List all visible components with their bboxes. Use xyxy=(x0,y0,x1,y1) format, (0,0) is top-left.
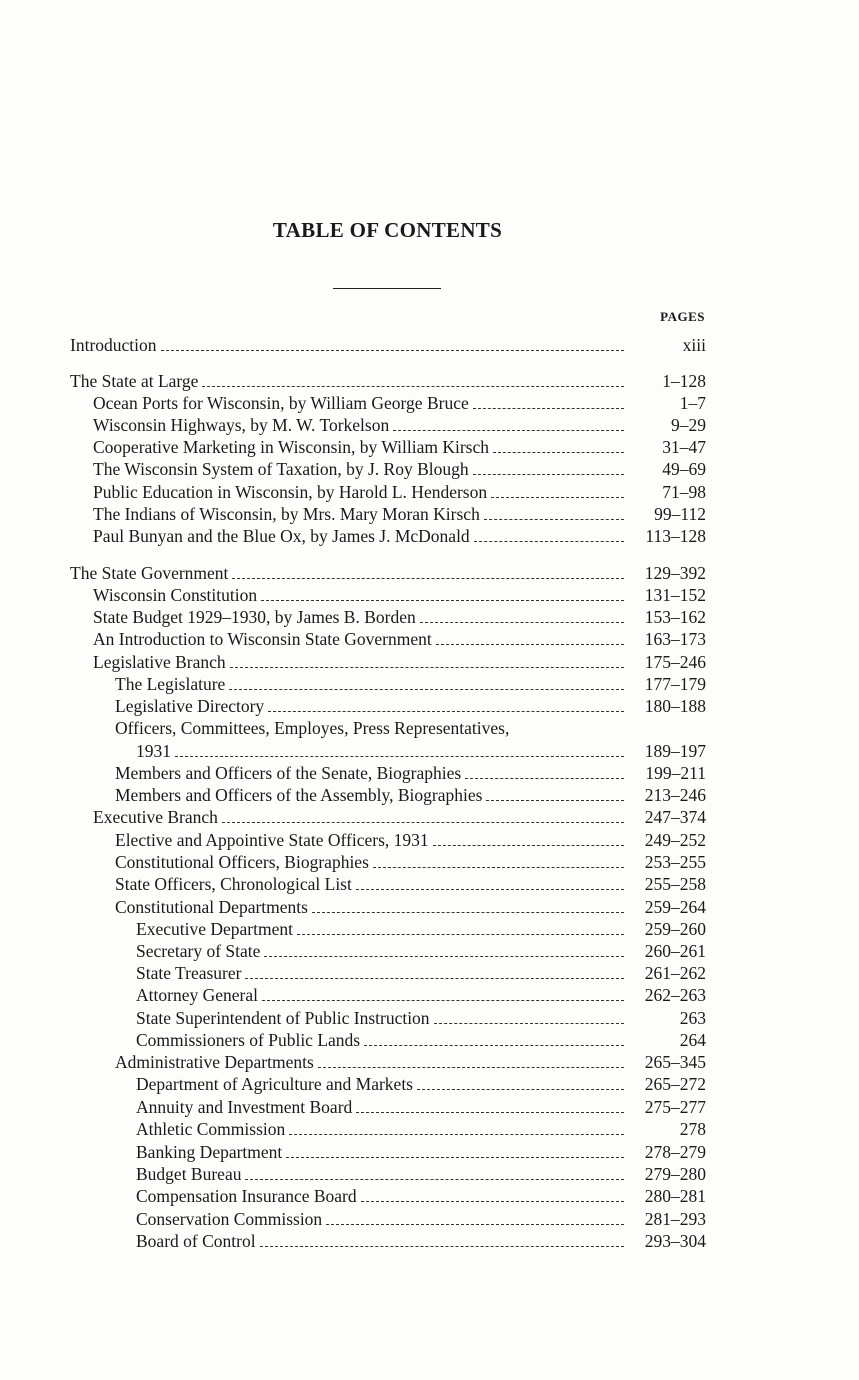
dot-leader xyxy=(473,474,624,475)
toc-entry-label: State Superintendent of Public Instruction xyxy=(136,1008,430,1028)
toc-entry-label: Introduction xyxy=(70,335,157,355)
dot-leader xyxy=(364,1045,624,1046)
toc-entry-label: The Legislature xyxy=(115,674,226,694)
toc-entry-label: Department of Agriculture and Markets xyxy=(136,1074,413,1094)
toc-entry xyxy=(0,806,859,828)
toc-entry-label: Officers, Committees, Employes, Press Representatives, xyxy=(115,718,510,738)
dot-leader xyxy=(245,1179,624,1180)
dot-leader xyxy=(486,800,624,801)
toc-entry-pages: 9–29 xyxy=(671,415,706,435)
toc-entry-label: An Introduction to Wisconsin State Government xyxy=(93,629,432,649)
toc-entry-label: The Indians of Wisconsin, by Mrs. Mary Moran Kirsch xyxy=(93,504,480,524)
toc-entry xyxy=(0,1073,859,1095)
dot-leader xyxy=(356,1112,624,1113)
toc-entry-label: Attorney General xyxy=(136,985,258,1005)
toc-entry-label: Board of Control xyxy=(136,1231,256,1251)
dot-leader xyxy=(373,867,624,868)
toc-entry-label: State Officers, Chronological List xyxy=(115,874,352,894)
toc-entry-pages: 275–277 xyxy=(644,1097,706,1117)
dot-leader xyxy=(433,845,624,846)
toc-entry-pages: 189–197 xyxy=(644,741,706,761)
toc-entry-pages: 278 xyxy=(679,1119,706,1139)
toc-entry-label: Administrative Departments xyxy=(115,1052,314,1072)
toc-entry xyxy=(0,1185,859,1207)
toc-entry-label: Banking Department xyxy=(136,1142,283,1162)
dot-leader xyxy=(474,541,624,542)
dot-leader xyxy=(286,1157,624,1158)
toc-entry xyxy=(0,334,859,356)
toc-entry xyxy=(0,940,859,962)
toc-entry-pages: 113–128 xyxy=(645,526,706,546)
dot-leader xyxy=(297,934,624,935)
toc-entry-label: Conservation Commission xyxy=(136,1209,323,1229)
toc-entry xyxy=(0,1051,859,1073)
toc-entry-pages: 175–246 xyxy=(644,652,706,672)
pages-column-header: PAGES xyxy=(660,309,705,324)
toc-entry-pages: 163–173 xyxy=(644,629,706,649)
toc-entry-pages: 261–262 xyxy=(644,963,706,983)
toc-entry xyxy=(0,984,859,1006)
toc-entry xyxy=(0,370,859,392)
toc-entry-pages: 260–261 xyxy=(644,941,706,961)
dot-leader xyxy=(232,578,624,579)
toc-entry-pages: 264 xyxy=(679,1030,706,1050)
toc-entry-label: Executive Branch xyxy=(93,807,218,827)
toc-entry-pages: 131–152 xyxy=(644,585,706,605)
toc-entry-pages: 259–260 xyxy=(644,919,706,939)
toc-entry-label: 1931 xyxy=(136,741,171,761)
toc-entry-label: The Wisconsin System of Taxation, by J. Roy Blough xyxy=(93,459,469,479)
toc-entry xyxy=(0,503,859,525)
toc-entry xyxy=(0,673,859,695)
toc-entry-label: Legislative Branch xyxy=(93,652,226,672)
toc-entry-pages: 249–252 xyxy=(644,830,706,850)
toc-entry-label: Members and Officers of the Assembly, Biographies xyxy=(115,785,483,805)
toc-entry xyxy=(0,762,859,784)
toc-entry-label: Public Education in Wisconsin, by Harold L. Henderson xyxy=(93,482,488,502)
toc-entry-label: Members and Officers of the Senate, Biographies xyxy=(115,763,462,783)
toc-entry xyxy=(0,1096,859,1118)
dot-leader xyxy=(417,1089,624,1090)
dot-leader xyxy=(175,756,624,757)
toc-entry xyxy=(0,1007,859,1029)
toc-entry-pages: 1–128 xyxy=(662,371,706,391)
toc-entry-label: Ocean Ports for Wisconsin, by William George Bruce xyxy=(93,393,469,413)
dot-leader xyxy=(361,1201,624,1202)
toc-entry-label: Elective and Appointive State Officers, 1931 xyxy=(115,830,429,850)
dot-leader xyxy=(230,667,624,668)
toc-entry xyxy=(0,628,859,650)
dot-leader xyxy=(493,452,624,453)
toc-entry xyxy=(0,784,859,806)
toc-entry xyxy=(0,651,859,673)
toc-entry-pages: 177–179 xyxy=(644,674,706,694)
dot-leader xyxy=(420,622,624,623)
toc-entry xyxy=(0,1118,859,1140)
toc-entry-label: Cooperative Marketing in Wisconsin, by William Kirsch xyxy=(93,437,490,457)
toc-entry-label: Compensation Insurance Board xyxy=(136,1186,357,1206)
toc-entry xyxy=(0,1141,859,1163)
toc-entry xyxy=(0,695,859,717)
toc-entry-pages: 265–272 xyxy=(644,1074,706,1094)
dot-leader xyxy=(326,1224,624,1225)
dot-leader xyxy=(229,689,624,690)
toc-entry xyxy=(0,740,859,762)
dot-leader xyxy=(393,430,624,431)
dot-leader xyxy=(473,408,624,409)
toc-entry-pages: 180–188 xyxy=(644,696,706,716)
page-title: TABLE OF CONTENTS xyxy=(272,218,503,242)
toc-entry xyxy=(0,606,859,628)
toc-entry-pages: 247–374 xyxy=(644,807,706,827)
toc-entry-pages: 281–293 xyxy=(644,1209,706,1229)
toc-entry-label: State Budget 1929–1930, by James B. Borden xyxy=(93,607,416,627)
toc-entry xyxy=(0,414,859,436)
toc-entry-label: Commissioners of Public Lands xyxy=(136,1030,361,1050)
toc-entry-pages: 213–246 xyxy=(644,785,706,805)
toc-entry-label: Wisconsin Highways, by M. W. Torkelson xyxy=(93,415,390,435)
toc-entry-pages: 99–112 xyxy=(654,504,706,524)
dot-leader xyxy=(289,1134,624,1135)
toc-entry-pages: 263 xyxy=(679,1008,706,1028)
toc-entry xyxy=(0,1029,859,1051)
toc-entry-label: Constitutional Officers, Biographies xyxy=(115,852,369,872)
toc-entry-pages: 279–280 xyxy=(644,1164,706,1184)
toc-entry-pages: 1–7 xyxy=(679,393,706,413)
toc-entry-pages: 255–258 xyxy=(644,874,706,894)
toc-entry-label: Annuity and Investment Board xyxy=(136,1097,353,1117)
toc-entry-pages: 31–47 xyxy=(662,437,706,457)
toc-entry-label: Constitutional Departments xyxy=(115,897,308,917)
toc-entry xyxy=(0,962,859,984)
toc-entry-pages: 153–162 xyxy=(644,607,706,627)
toc-entry-pages: 71–98 xyxy=(662,482,706,502)
toc-entry-label: The State Government xyxy=(70,563,229,583)
dot-leader xyxy=(318,1067,624,1068)
dot-leader xyxy=(491,497,624,498)
dot-leader xyxy=(161,350,624,351)
toc-entry-label: Wisconsin Constitution xyxy=(93,585,258,605)
toc-entry xyxy=(0,525,859,547)
title-divider xyxy=(333,288,441,289)
toc-entry xyxy=(0,436,859,458)
dot-leader xyxy=(202,386,624,387)
toc-entry xyxy=(0,1208,859,1230)
toc-entry-pages: 293–304 xyxy=(644,1231,706,1251)
toc-entry-pages: 199–211 xyxy=(645,763,706,783)
toc-entry xyxy=(0,481,859,503)
toc-entry-label: The State at Large xyxy=(70,371,199,391)
dot-leader xyxy=(245,978,624,979)
toc-entry-pages: 265–345 xyxy=(644,1052,706,1072)
toc-entry xyxy=(0,584,859,606)
toc-entry xyxy=(0,1163,859,1185)
toc-entry-label: Executive Department xyxy=(136,919,293,939)
dot-leader xyxy=(434,1023,624,1024)
toc-entry-pages: xiii xyxy=(682,335,706,355)
toc-entry-label: Budget Bureau xyxy=(136,1164,242,1184)
dot-leader xyxy=(261,600,624,601)
dot-leader xyxy=(436,644,624,645)
toc-entry-label: State Treasurer xyxy=(136,963,242,983)
toc-entry-pages: 49–69 xyxy=(662,459,706,479)
dot-leader xyxy=(264,956,624,957)
toc-entry-pages: 280–281 xyxy=(644,1186,706,1206)
toc-entry xyxy=(0,829,859,851)
toc-entry-label: Athletic Commission xyxy=(136,1119,286,1139)
toc-entry-pages: 253–255 xyxy=(644,852,706,872)
toc-entry-pages: 262–263 xyxy=(644,985,706,1005)
dot-leader xyxy=(268,711,624,712)
toc-entry xyxy=(0,918,859,940)
toc-entry xyxy=(0,873,859,895)
toc-entry xyxy=(0,717,859,739)
toc-entry xyxy=(0,392,859,414)
toc-entry xyxy=(0,896,859,918)
toc-entry-label: Legislative Directory xyxy=(115,696,265,716)
toc-entry xyxy=(0,851,859,873)
dot-leader xyxy=(262,1000,624,1001)
toc-entry xyxy=(0,1230,859,1252)
dot-leader xyxy=(465,778,624,779)
dot-leader xyxy=(312,912,624,913)
dot-leader xyxy=(222,822,624,823)
toc-entry-pages: 259–264 xyxy=(644,897,706,917)
dot-leader xyxy=(484,519,624,520)
dot-leader xyxy=(260,1246,624,1247)
toc-entry-pages: 278–279 xyxy=(644,1142,706,1162)
toc-entry-label: Secretary of State xyxy=(136,941,261,961)
toc-entry-pages: 129–392 xyxy=(644,563,706,583)
toc-entry xyxy=(0,562,859,584)
toc-entry xyxy=(0,458,859,480)
dot-leader xyxy=(356,889,624,890)
toc-entry-label: Paul Bunyan and the Blue Ox, by James J. McDonald xyxy=(93,526,470,546)
